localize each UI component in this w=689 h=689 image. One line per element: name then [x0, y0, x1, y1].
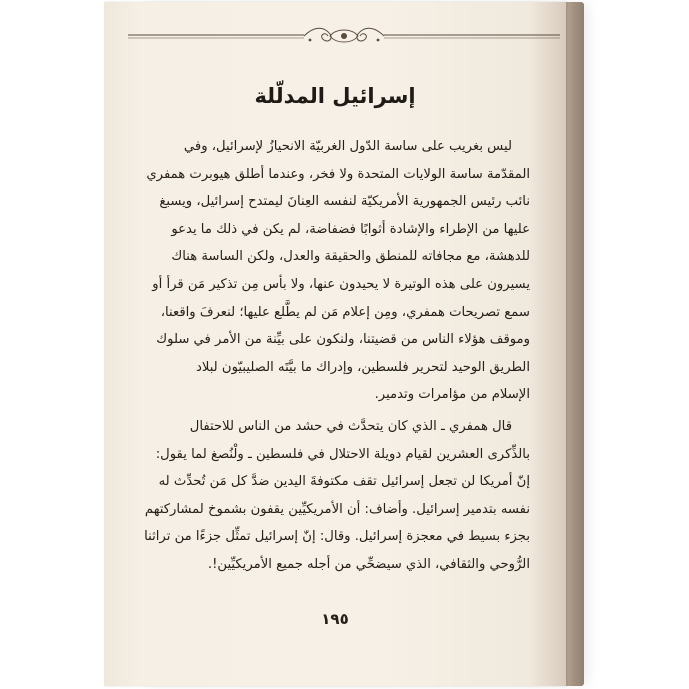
paragraph-1-line: سمع تصريحات همفري، ومِن إعلام مَن لم يطَّلع عليها؛ لنعرفَ واقعنا،	[160, 304, 530, 320]
paragraph-1-line: الطريق الوحيد لتحرير فلسطين، وإدراك ما بيَّتَه الصليبيّون لبلاد	[195, 359, 530, 375]
paragraph-1-line: يسيرون على هذه الوتيرة لا يحيدون عنها، ولا بأس مِن تذكير مَن قرأ أو	[152, 276, 530, 292]
paragraph-2-line: نفسه بتدمير إسرائيل. وأضاف: أن الأمريكيِّين يقفون بشموخ لمشاركتهم	[144, 501, 530, 517]
paragraph-1-line: الإسلام من مؤامرات وتدمير.	[374, 387, 530, 403]
page-number: ١٩٥	[321, 610, 349, 628]
body-text	[144, 133, 530, 579]
paragraph-1-line: ليس بغريب على ساسة الدّول الغربيّة الانحيازُ لإسرائيل، وفي	[183, 139, 512, 154]
decorative-header-ornament-icon	[124, 22, 564, 48]
paragraph-1-line: وموقف هؤلاء الناس من قضيتنا، ولنكون على بيِّنة من الأمر في سلوك	[156, 332, 530, 348]
paragraph-2-line: قال همفري ـ الذي كان يتحدَّث في حشد من الناس للاحتفال	[189, 418, 512, 434]
paragraph-1-line: للدهشة، مع مجافاته للمنطق والحقيقة والعدل، ولكن الساسة هناك	[171, 249, 530, 265]
paragraph-2-line: بجزء بسيط في معجزة إسرائيل. وقال: إنّ إسرائيل تمثِّل جزءًا من تراثنا	[144, 529, 530, 545]
paragraph-2-line: الرُّوحي والثقافي، الذي سيضحِّي من أجله جميع الأمريكيِّين!.	[207, 556, 530, 572]
chapter-title: إسرائيل المدلّلة	[254, 84, 416, 108]
paragraph-1-line: المقدّمة ساسة الولايات المتحدة ولا فخر، وعندما أطلق هيوبرت همفري	[146, 166, 530, 182]
paragraph-2-line: بالذِّكرى العشرين لقيام دويلة الاحتلال في فلسطين ـ ولْنُصغ لما يقول:	[155, 446, 530, 462]
paragraph-1-line: عليها من الإطراء والإشادة أثوابًا فضفاضة، لم يكن في ذلك ما يدعو	[171, 221, 530, 237]
paragraph-1-line: نائب رئيس الجمهورية الأمريكيّة لنفسه العِنانَ ليمتدح إسرائيل، ويسبغ	[159, 194, 530, 210]
paragraph-2-line: إنّ أمريكا لن تجعل إسرائيل تقف مكتوفةَ اليدين ضدَّ كل مَن تُحدِّث له	[158, 474, 530, 490]
book-page	[104, 2, 566, 686]
